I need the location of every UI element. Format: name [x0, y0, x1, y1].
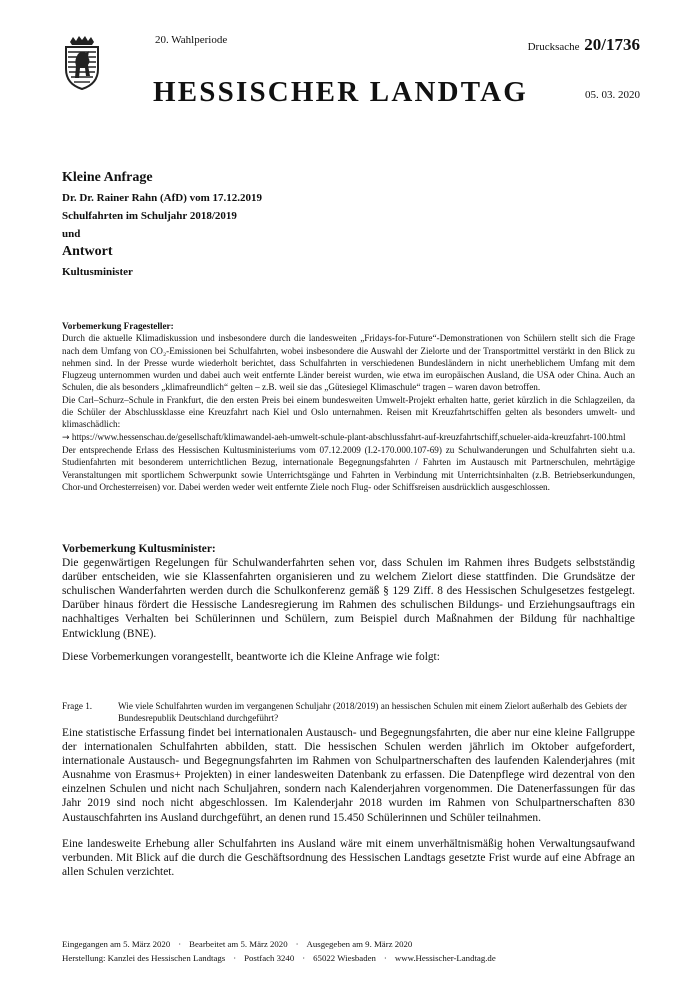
- ort: 65022 Wiesbaden: [313, 953, 376, 963]
- drucksache-label: Drucksache: [527, 41, 580, 53]
- document-date: 05. 03. 2020: [585, 89, 640, 101]
- separator: ·: [302, 953, 306, 963]
- vorbemerkung-fragesteller: [62, 320, 635, 493]
- paragraph: Die gegenwärtigen Regelungen für Schulwanderfahrten sehen vor, dass Schulen im Rahmen ihres Budgets selbstständig darüber entscheiden, wie sie Klassenfahrten organisieren und zu welchem Zielort diese stattfinden. Die Grundsätze der schulischen Wanderfahrten werden durch die Schulkonferenz gemäß § 129 Ziff. 8 des Hessischen Schulgesetzes festgelegt. Darüber hinaus fördert die Hessische Landesregierung im Rahmen des schulischen Bildungs- und Erziehungsauftrags ein nachhaltiges Verhalten bei Schülerinnen und Schülern, zum Beispiel durch Maßnahmen der Bildung für nachhaltige Entwicklung (BNE).: [62, 557, 635, 640]
- paragraph: Durch die aktuelle Klimadiskussion und insbesondere durch die landesweiten „Fridays-for-Future“-Demonstrationen von Schülern stellt sich die Frage nach dem Umfang von CO₂-Emissionen bei Schulfahrten, wobei insbesondere die Auswahl der Zielorte und der Transportmittel verstärkt in den Blick zu nehmen sind. In der Presse wurde wiederholt berichtet, dass Schulfahrten in verschiedenen Bundesländern in nicht unerheblichem Umfang mit dem Flugzeug unternommen wurden und dabei auch weit entfernte Länder bereist wurden, wie etwa im europäischen Ausland, die USA oder China. Auch an Schulen, die als besonders „klimafreundlich“ gelten – z.B. weil sie das „Gütesiegel Klimaschule“ tragen – waren davon betroffen.: [62, 333, 635, 393]
- separator: ·: [233, 953, 237, 963]
- drucksache-number: 20/1736: [584, 35, 640, 54]
- frage-text: Wie viele Schulfahrten wurden im vergangenen Schuljahr (2018/2019) an hessischen Schulen mit einem Zielort außerhalb des Gebiets der Bundesrepublik Deutschland durchgeführt?: [118, 701, 627, 724]
- landtag-title: HESSISCHER LANDTAG: [153, 76, 529, 108]
- eingegangen: Eingegangen am 5. März 2020: [62, 939, 171, 949]
- url-line: [62, 431, 635, 444]
- vorbemerkung-kultusminister: [62, 542, 635, 664]
- paragraph: Diese Vorbemerkungen vorangestellt, beantworte ich die Kleine Anfrage wie folgt:: [62, 650, 440, 663]
- separator: ·: [295, 939, 299, 949]
- antwort-heading: Antwort: [62, 244, 113, 259]
- author-line: Dr. Dr. Rainer Rahn (AfD) vom 17.12.2019: [62, 192, 263, 204]
- herstellung: Herstellung: Kanzlei des Hessischen Landtags: [62, 953, 226, 963]
- kleine-anfrage-heading: Kleine Anfrage: [62, 170, 153, 185]
- footer-publisher: [62, 953, 496, 963]
- postfach: Postfach 3240: [244, 953, 295, 963]
- ausgegeben: Ausgegeben am 9. März 2020: [306, 939, 413, 949]
- section-title: Vorbemerkung Fragesteller:: [62, 321, 174, 331]
- frage-1: [62, 700, 635, 725]
- arrow-icon: →: [62, 432, 70, 443]
- wahlperiode: 20. Wahlperiode: [155, 34, 228, 46]
- paragraph: Eine landesweite Erhebung aller Schulfahrten ins Ausland wäre mit einem unverhältnismäßig hohen Verwaltungsaufwand verbunden. Mit Blick auf die durch die Geschäftsordnung des Hessischen Landtags gesetzte Frist wurde auf eine Abfrage an allen Schulen verzichtet.: [62, 837, 635, 878]
- frage-label: Frage 1.: [62, 701, 93, 711]
- paragraph: Der entsprechende Erlass des Hessischen Kultusministeriums vom 07.12.2009 (I.2-170.000.107-69) zu Schulwanderungen und Schulfahrten sieht u.a. Studienfahrten mit besonderem unterrichtlichen Bezug, internationale Begegnungsfahrten / Fahrten im Austausch mit Partnerschulen, mehrtägige Veranstaltungen mit sportlichem Schwerpunkt sowie Unterrichtsgänge und Fahrten in Verbindung mit Unterrichtsinhalten (z.B. Betriebserkundungen, Chor-und Orchesterreisen) vor. Dabei werden weder weit entfernte Ziele noch Flug- oder Schiffsreisen ausdrücklich ausgeschlossen.: [62, 444, 635, 492]
- section-title: Vorbemerkung Kultusminister:: [62, 543, 216, 555]
- website-link[interactable]: www.Hessischer-Landtag.de: [394, 953, 496, 963]
- footer-dates: [62, 939, 412, 949]
- hesse-coat-of-arms-logo: [62, 36, 102, 90]
- source-link[interactable]: https://www.hessenschau.de/gesellschaft/klimawandel-aeh-umwelt-schule-plant-abschlussfahrt-auf-kreuzfahrtschiff,schueler-aida-kreuzfahrt-100.html: [71, 431, 626, 442]
- drucksache: [528, 35, 640, 55]
- separator: ·: [178, 939, 182, 949]
- antwort-1: [62, 726, 635, 879]
- bearbeitet: Bearbeitet am 5. März 2020: [189, 939, 288, 949]
- separator: ·: [383, 953, 387, 963]
- und-line: und: [62, 228, 81, 240]
- minister-line: Kultusminister: [62, 266, 133, 278]
- paragraph: Die Carl–Schurz–Schule in Frankfurt, die den ersten Preis bei einem bundesweiten Umwelt-Projekt erhalten hatte, geriet kürzlich in die Schlagzeilen, da die Schüler der Abschlussklasse eine Kreuzfahrt nach Kiel und Oslo unternahmen. Reisen mit Kreuzfahrtschiffen gelten als besonders umwelt- und klimaschädlich:: [62, 394, 635, 430]
- topic-line: Schulfahrten im Schuljahr 2018/2019: [62, 210, 237, 222]
- paragraph: Eine statistische Erfassung findet bei internationalen Austausch- und Begegnungsfahrten, die aber nur eine kleine Fallgruppe der internationalen Schulfahrten abbilden, statt. Die hessischen Schulen werden jährlich im Oktober aufgefordert, internationale Austausch- und Begegnungsfahrten im Rahmen von Schulpartnerschaften des laufenden Kalenderjahres (mit Ausnahme von Erasmus+ Projekten) in einer landesweiten Datenbank zu erfassen. Die Datenpflege wird dezentral von den einzelnen Schulen und nicht nach Schuljahren, sondern nach Kalenderjahren vorgenommen. Die Datenerfassungen für das Jahr 2019 sind noch nicht abgeschlossen. Im Kalenderjahr 2018 wurden im Rahmen von Schulpartnerschaften 830 Austauschfahrten ins Ausland durchgeführt, an denen rund 15.450 Schülerinnen und Schüler teilnahmen.: [62, 727, 635, 824]
